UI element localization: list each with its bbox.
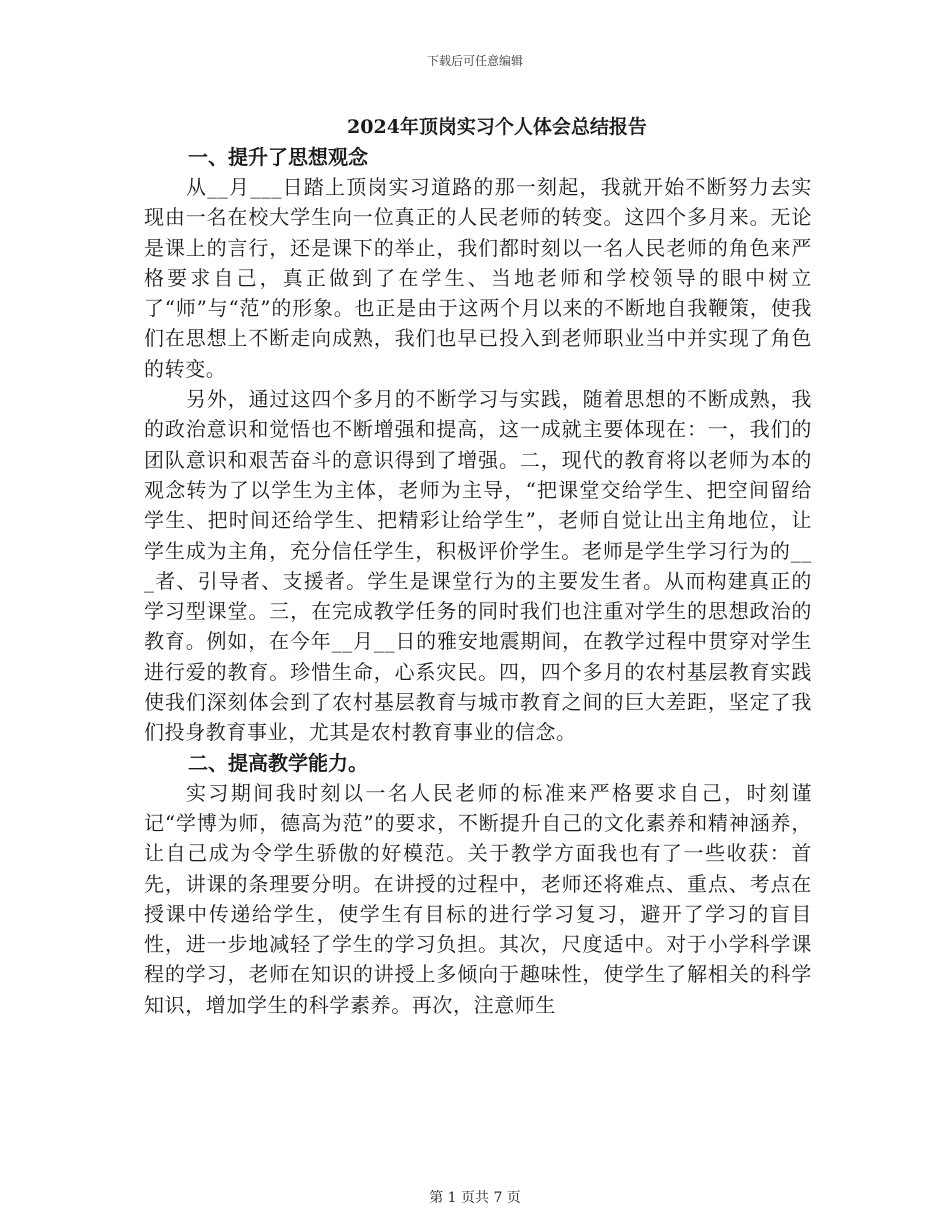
section-heading-2: 二、提高教学能力。 (188, 750, 368, 775)
section2-paragraph-1: 实习期间我时刻以一名人民老师的标准来严格要求自己，时刻谨记“学博为师，德高为范”的要求，不断提升自己的文化素养和精神涵养，让自己成为令学生骄傲的好模范。关于教学方面我也有了一些收获：首先，讲课的条理要分明。在讲授的过程中，老师还将难点、重点、考点在授课中传递给学生，使学生有目标的进行学习复习，避开了学习的盲目性，进一步地减轻了学生的学习负担。其次，尺度适中。对于小学科学课程的学习，老师在知识的讲授上多倾向于趣味性，使学生了解相关的科学知识，增加学生的科学素养。再次，注意师生 (144, 780, 812, 1017)
page-header: 下载后可任意编辑 (426, 54, 523, 68)
section-heading-1: 一、提升了思想观念 (188, 145, 368, 169)
section1-paragraph-2: 另外，通过这四个多月的不断学习与实践，随着思想的不断成熟，我的政治意识和觉悟也不断增强和提高，这一成就主要体现在：一，我们的团队意识和艰苦奋斗的意识得到了增强。二，现代的教育将以老师为本的观念转为了以学生为主体，老师为主导，“把课堂交给学生、把空间留给学生、把时间还给学生、把精彩让给学生”，老师自觉让出主角地位，让学生成为主角，充分信任学生，积极评价学生。老师是学生学习行为的___者、引导者、支援者。学生是课堂行为的主要发生者。从而构建真正的学习型课堂。三，在完成教学任务的同时我们也注重对学生的思想政治的教育。例如，在今年__月__日的雅安地震期间，在教学过程中贯穿对学生进行爱的教育。珍惜生命，心系灾民。四，四个多月的农村基层教育实践使我们深刻体会到了农村基层教育与城市教育之间的巨大差距，坚定了我们投身教育事业，尤其是农村教育事业的信念。 (144, 387, 812, 745)
section1-paragraph-1: 从__月___日踏上顶岗实习道路的那一刻起，我就开始不断努力去实现由一名在校大学生向一位真正的人民老师的转变。这四个多月来。无论是课上的言行，还是课下的举止，我们都时刻以一名人民老师的角色来严格要求自己，真正做到了在学生、当地老师和学校领导的眼中树立了“师”与“范”的形象。也正是由于这两个月以来的不断地自我鞭策，使我们在思想上不断走向成熟，我们也早已投入到老师职业当中并实现了角色的转变。 (144, 175, 812, 381)
document-body (144, 112, 812, 1020)
page-footer: 第 1 页共 7 页 (429, 1190, 521, 1206)
document-title: 2024年顶岗实习个人体会总结报告 (347, 116, 647, 138)
